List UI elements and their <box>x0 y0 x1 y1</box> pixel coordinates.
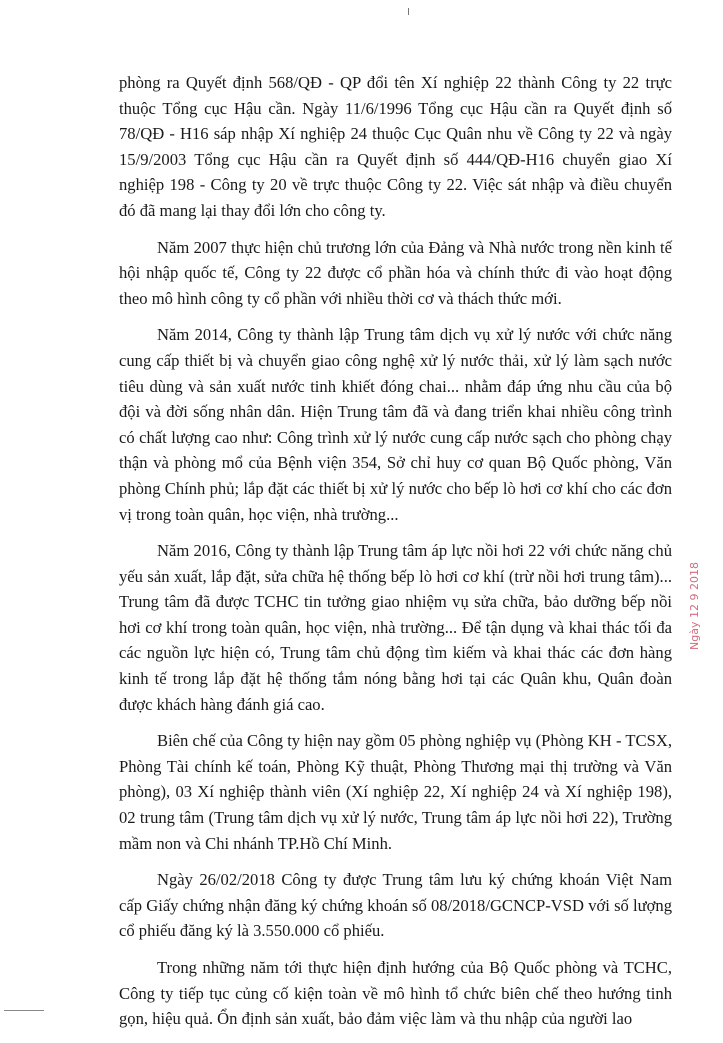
received-date-stamp: Ngày 12 9 2018 <box>688 562 701 650</box>
scan-edge-line <box>4 1010 44 1011</box>
paragraph-2: Năm 2007 thực hiện chủ trương lớn của Đảng và Nhà nước trong nền kinh tế hội nhập quốc tế, Công ty 22 được cổ phần hóa và chính thức đi vào hoạt động theo mô hình công ty cổ phần với nhiều thời cơ và thách thức mới. <box>119 237 672 308</box>
document-body <box>119 70 672 1043</box>
paragraph-7: Trong những năm tới thực hiện định hướng của Bộ Quốc phòng và TCHC, Công ty tiếp tục củng cố kiện toàn về mô hình tổ chức biên chế theo hướng tinh gọn, hiệu quả. Ổn định sản xuất, bảo đảm việc làm và thu nhập của người lao <box>119 958 672 1029</box>
paragraph-5: Biên chế của Công ty hiện nay gồm 05 phòng nghiệp vụ (Phòng KH - TCSX, Phòng Tài chính kế toán, Phòng Kỹ thuật, Phòng Thương mại thị trường và Văn phòng), 03 Xí nghiệp thành viên (Xí nghiệp 22, Xí nghiệp 24 và Xí nghiệp 198), 02 trung tâm (Trung tâm dịch vụ xử lý nước, Trung tâm áp lực nồi hơi 22), Trường mầm non và Chi nhánh TP.Hồ Chí Minh. <box>119 731 672 853</box>
paragraph-6: Ngày 26/02/2018 Công ty được Trung tâm lưu ký chứng khoán Việt Nam cấp Giấy chứng nhận đăng ký chứng khoán số 08/2018/GCNCP-VSD với số lượng cổ phiếu đăng ký là 3.550.000 cổ phiếu. <box>119 870 672 941</box>
scan-mark <box>408 8 409 15</box>
paragraph-1: phòng ra Quyết định 568/QĐ - QP đổi tên Xí nghiệp 22 thành Công ty 22 trực thuộc Tổng cục Hậu cần. Ngày 11/6/1996 Tổng cục Hậu cần ra Quyết định số 78/QĐ - H16 sáp nhập Xí nghiệp 24 thuộc Cục Quân nhu về Công ty 22 và ngày 15/9/2003 Tổng cục Hậu cần ra Quyết định số 444/QĐ-H16 chuyển giao Xí nghiệp 198 - Công ty 20 về trực thuộc Công ty 22. Việc sát nhập và điều chuyển đó đã mang lại thay đổi lớn cho công ty. <box>119 73 672 220</box>
paragraph-4: Năm 2016, Công ty thành lập Trung tâm áp lực nồi hơi 22 với chức năng chủ yếu sản xuất, lắp đặt, sửa chữa hệ thống bếp lò hơi cơ khí (trừ nồi hơi trung tâm)... Trung tâm đã được TCHC tin tưởng giao nhiệm vụ sửa chữa, bảo dưỡng bếp nồi hơi cơ khí trong toàn quân, học viện, nhà trường... Để tận dụng và khai thác tối đa các nguồn lực hiện có, Trung tâm chủ động tìm kiếm và khai thác các đơn hàng kinh tế trong lắp đặt hệ thống tắm nóng bằng hơi tại các Quân khu, Quân đoàn được khách hàng đánh giá cao. <box>119 541 672 714</box>
paragraph-3: Năm 2014, Công ty thành lập Trung tâm dịch vụ xử lý nước với chức năng cung cấp thiết bị và chuyển giao công nghệ xử lý nước thải, xử lý làm sạch nước tiêu dùng và sản xuất nước tinh khiết đóng chai... nhằm đáp ứng nhu cầu của bộ đội và đời sống nhân dân. Hiện Trung tâm đã và đang triển khai nhiều công trình có chất lượng cao như: Công trình xử lý nước cung cấp nước sạch cho phòng chạy thận và phòng mổ của Bệnh viện 354, Sở chỉ huy cơ quan Bộ Quốc phòng, Văn phòng Chính phủ; lắp đặt các thiết bị xử lý nước cho bếp lò hơi cơ khí cho các đơn vị trong toàn quân, học viện, nhà trường... <box>119 325 672 524</box>
